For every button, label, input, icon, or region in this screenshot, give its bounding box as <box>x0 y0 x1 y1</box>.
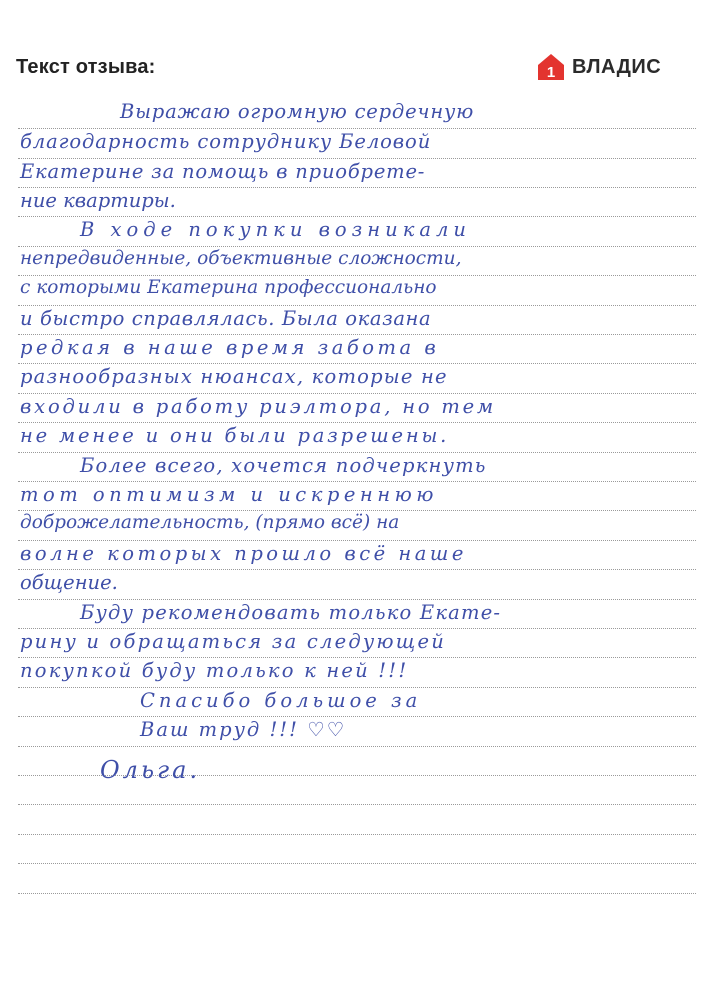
logo-mark-digit: 1 <box>546 64 556 81</box>
handwritten-line: редкая в наше время забота в <box>20 336 440 359</box>
handwritten-line: общение. <box>20 571 118 594</box>
handwritten-line: Буду рекомендовать только Екате- <box>80 601 502 624</box>
rule-line <box>18 216 696 217</box>
rule-line <box>18 657 696 658</box>
handwritten-line: с которыми Екатерина профессионально <box>20 277 437 298</box>
handwritten-line: покупкой буду только к ней !!! <box>20 659 409 682</box>
rule-line <box>18 187 696 188</box>
handwritten-line: волне которых прошло всё наше <box>20 542 467 565</box>
handwritten-line: непредвиденные, объективные сложности, <box>20 248 462 269</box>
rule-line <box>18 452 696 453</box>
rule-line <box>18 363 696 364</box>
rule-line <box>18 687 696 688</box>
rule-line <box>18 569 696 570</box>
handwritten-line: благодарность сотруднику Беловой <box>20 130 432 153</box>
handwritten-line: не менее и они были разрешены. <box>20 424 450 447</box>
rule-line <box>18 334 696 335</box>
rule-line <box>18 128 696 129</box>
rule-line <box>18 893 696 894</box>
rule-line <box>18 510 696 511</box>
rule-line <box>18 275 696 276</box>
rule-line <box>18 481 696 482</box>
rule-line <box>18 599 696 600</box>
handwritten-line: Более всего, хочется подчеркнуть <box>80 454 487 477</box>
handwritten-line: и быстро справлялась. Была оказана <box>20 307 432 330</box>
rule-line <box>18 716 696 717</box>
handwritten-line: тот оптимизм и искреннюю <box>20 483 438 506</box>
page-title: Текст отзыва: <box>16 56 156 78</box>
rule-line <box>18 540 696 541</box>
rule-line <box>18 863 696 864</box>
handwritten-line: Ваш труд !!! ♡♡ <box>140 718 347 741</box>
rule-line <box>18 246 696 247</box>
handwritten-line: Екатерине за помощь в приобрете- <box>20 160 426 183</box>
handwritten-line: Выражаю огромную сердечную <box>120 100 475 123</box>
handwritten-line: ние квартиры. <box>20 189 176 212</box>
handwritten-line: входили в работу риэлтора, но тем <box>20 395 496 418</box>
signature: Ольга. <box>100 756 201 784</box>
rule-line <box>18 628 696 629</box>
rule-line <box>18 422 696 423</box>
brand-name: ВЛАДИС <box>572 55 662 78</box>
handwritten-line: рину и обращаться за следующей <box>20 630 446 653</box>
rule-line <box>18 746 696 747</box>
rule-line <box>18 158 696 159</box>
handwritten-line: Спасибо большое за <box>140 689 422 712</box>
rule-line <box>18 804 696 805</box>
handwritten-line: разнообразных нюансах, которые не <box>20 365 448 388</box>
handwritten-line: доброжелательность, (прямо всё) на <box>20 512 400 533</box>
rule-line <box>18 834 696 835</box>
rule-line <box>18 305 696 306</box>
rule-line <box>18 393 696 394</box>
handwritten-line: В ходе покупки возникали <box>80 218 471 241</box>
